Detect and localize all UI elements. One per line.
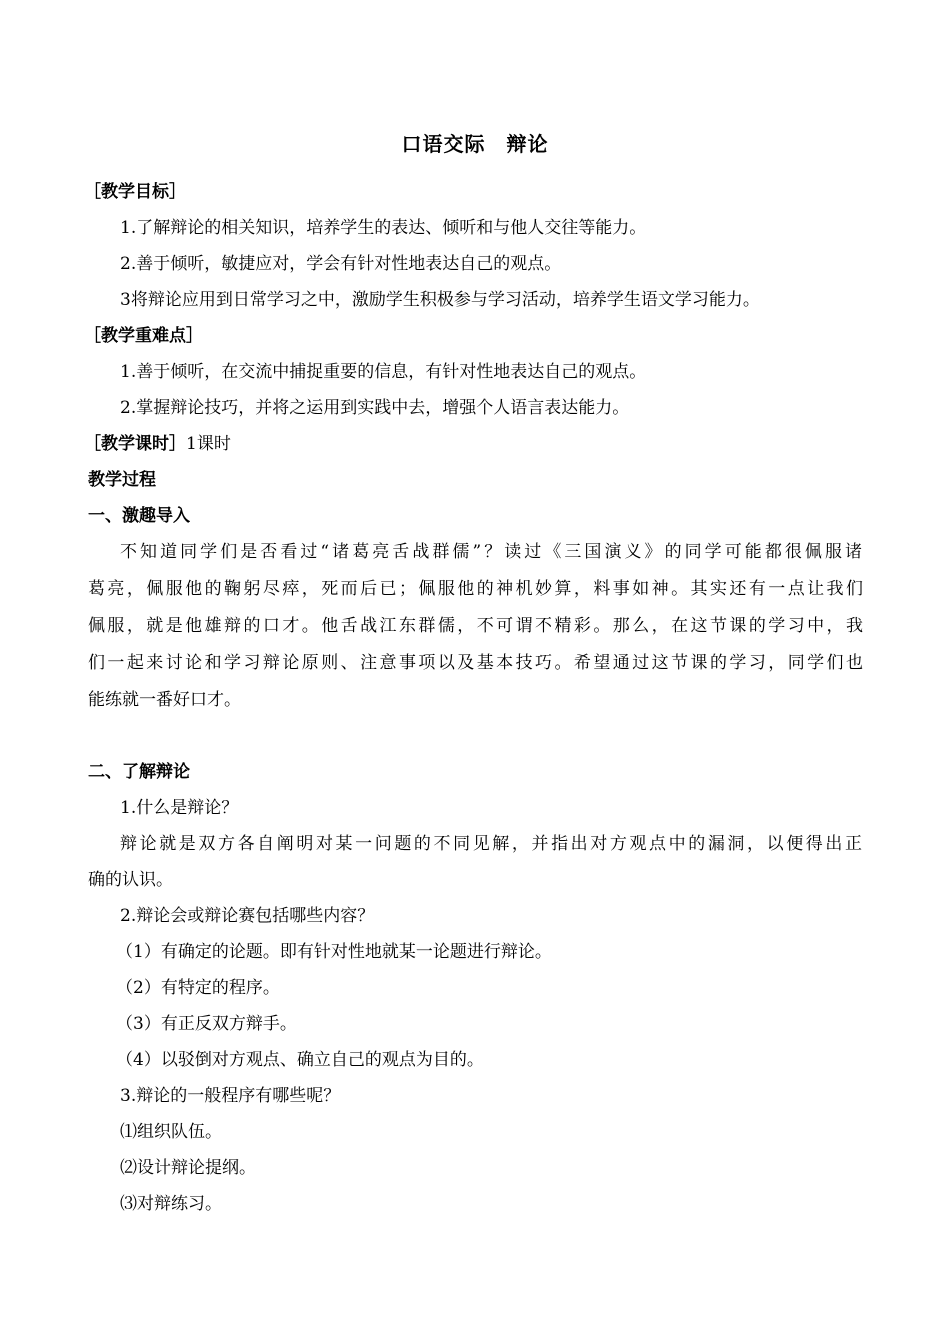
hours-value: 1课时 <box>186 434 231 454</box>
question: 1.什么是辩论？ <box>120 798 239 818</box>
question: 2.辩论会或辩论赛包括哪些内容？ <box>120 906 375 926</box>
section1-heading: 一、激趣导入 <box>88 506 190 526</box>
page-title: 口语交际 辩论 <box>401 132 549 156</box>
list-item: ⑵设计辩论提纲。 <box>120 1158 256 1178</box>
key-item: 2.掌握辩论技巧，并将之运用到实践中去，增强个人语言表达能力。 <box>120 398 630 418</box>
list-item: ⑴组织队伍。 <box>120 1122 222 1142</box>
paragraph-line: 佩服，就是他雄辩的口才。他舌战江东群儒，不可谓不精彩。那么，在这节课的学习中，我 <box>88 616 863 636</box>
list-item: ⑶对辩练习。 <box>120 1194 222 1214</box>
goal-item: 3将辩论应用到日常学习之中，激励学生积极参与学习活动，培养学生语文学习能力。 <box>120 290 760 310</box>
goals-heading: ［教学目标］ <box>84 182 186 202</box>
key-item: 1.善于倾听，在交流中捕捉重要的信息，有针对性地表达自己的观点。 <box>120 362 647 382</box>
list-item: （4）以驳倒对方观点、确立自己的观点为目的。 <box>116 1050 484 1070</box>
paragraph-line: 不知道同学们是否看过“诸葛亮舌战群儒”？读过《三国演义》的同学可能都很佩服诸 <box>120 542 862 562</box>
list-item: （1）有确定的论题。即有针对性地就某一论题进行辩论。 <box>116 942 552 962</box>
paragraph-line: 们一起来讨论和学习辩论原则、注意事项以及基本技巧。希望通过这节课的学习，同学们也 <box>88 653 863 673</box>
process-heading: 教学过程 <box>88 470 156 490</box>
paragraph-line: 葛亮，佩服他的鞠躬尽瘁，死而后已；佩服他的神机妙算，料事如神。其实还有一点让我们 <box>88 579 863 599</box>
goal-item: 2.善于倾听，敏捷应对，学会有针对性地表达自己的观点。 <box>120 254 562 274</box>
paragraph-line: 能练就一番好口才。 <box>88 690 241 710</box>
hours-heading: ［教学课时］ <box>84 434 186 454</box>
list-item: （3）有正反双方辩手。 <box>116 1014 297 1034</box>
list-item: （2）有特定的程序。 <box>116 978 280 998</box>
hours-line <box>84 432 231 456</box>
section2-heading: 二、了解辩论 <box>88 762 190 782</box>
goal-item: 1.了解辩论的相关知识，培养学生的表达、倾听和与他人交往等能力。 <box>120 218 647 238</box>
question: 3.辩论的一般程序有哪些呢？ <box>120 1086 341 1106</box>
answer-line: 确的认识。 <box>88 870 173 890</box>
key-heading: ［教学重难点］ <box>84 326 203 346</box>
answer-line: 辩论就是双方各自阐明对某一问题的不同见解，并指出对方观点中的漏洞，以便得出正 <box>120 834 862 854</box>
